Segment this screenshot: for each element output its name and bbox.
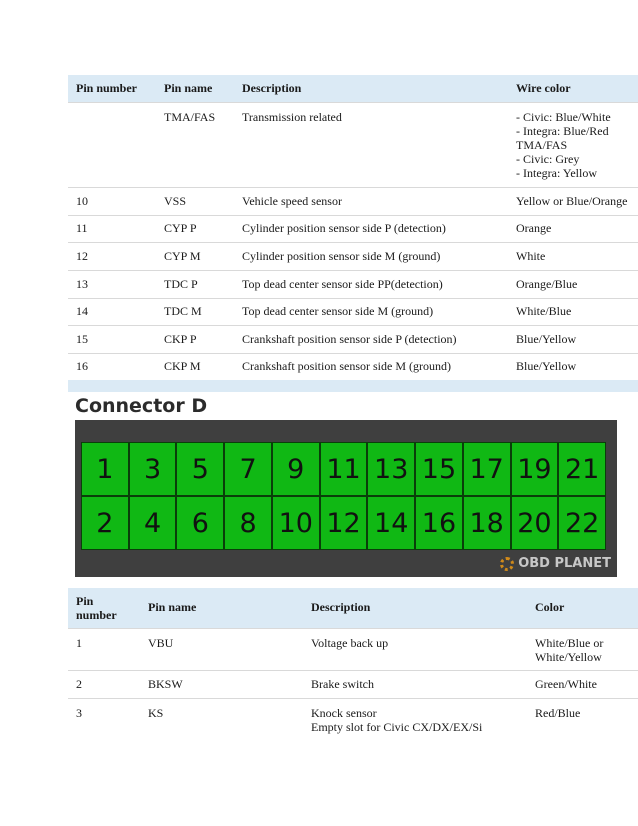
pin-cell: 7 (224, 442, 272, 496)
pin-cell: 10 (272, 496, 320, 550)
cell-pin-name: CYP M (156, 242, 234, 270)
cell-pin-number: 11 (68, 215, 156, 242)
pin-cell: 11 (320, 442, 368, 496)
table-row (68, 102, 638, 187)
cell-pin-name: VSS (156, 187, 234, 215)
pin-cell: 21 (558, 442, 606, 496)
cell-pin-number: 15 (68, 325, 156, 353)
cell-description: Transmission related (234, 102, 508, 187)
pin-cell: 8 (224, 496, 272, 550)
pin-cell: 6 (176, 496, 224, 550)
header-pin-number: Pin number (68, 75, 156, 102)
cell-pin-number: 12 (68, 242, 156, 270)
cell-color: Green/White (527, 670, 638, 698)
connector-pin-grid (81, 442, 606, 550)
cell-pin-number: 1 (68, 628, 140, 670)
cell-description: Brake switch (303, 670, 527, 698)
pin-cell: 22 (558, 496, 606, 550)
header-pin-name: Pin name (140, 588, 303, 628)
section-title: Connector D (75, 395, 208, 417)
pin-cell: 2 (81, 496, 129, 550)
cell-description: Cylinder position sensor side P (detection) (234, 215, 508, 242)
cell-color: White/Blue or White/Yellow (527, 628, 638, 670)
cell-pin-number: 10 (68, 187, 156, 215)
cell-pin-name: CKP P (156, 325, 234, 353)
table-header-row (68, 75, 638, 102)
gear-icon (500, 557, 514, 571)
cell-description: Crankshaft position sensor side M (ground) (234, 353, 508, 380)
pin-cell: 4 (129, 496, 177, 550)
cell-pin-name: TDC P (156, 270, 234, 298)
pin-table-2 (68, 588, 638, 740)
table-row (68, 215, 638, 242)
pin-cell: 17 (463, 442, 511, 496)
cell-wire-color: Yellow or Blue/Orange (508, 187, 638, 215)
table-row (68, 187, 638, 215)
cell-description: Cylinder position sensor side M (ground) (234, 242, 508, 270)
table-footer-band (68, 380, 638, 392)
pin-cell: 3 (129, 442, 177, 496)
cell-wire-color: White (508, 242, 638, 270)
cell-wire-color: Orange (508, 215, 638, 242)
table-row (68, 353, 638, 380)
cell-description: Top dead center sensor side PP(detection) (234, 270, 508, 298)
cell-pin-name: CYP P (156, 215, 234, 242)
cell-wire-color: Orange/Blue (508, 270, 638, 298)
cell-pin-number (68, 102, 156, 187)
watermark-text: OBD PLANET (518, 556, 611, 571)
table-row (68, 270, 638, 298)
pin-cell: 20 (511, 496, 559, 550)
header-pin-name: Pin name (156, 75, 234, 102)
cell-wire-color: Blue/Yellow (508, 353, 638, 380)
table-row (68, 670, 638, 698)
pin-cell: 14 (367, 496, 415, 550)
cell-description: Knock sensor Empty slot for Civic CX/DX/EX/Si (303, 698, 527, 740)
cell-wire-color: - Civic: Blue/White - Integra: Blue/Red TMA/FAS - Civic: Grey - Integra: Yellow (508, 102, 638, 187)
pin-cell: 18 (463, 496, 511, 550)
cell-color: Red/Blue (527, 698, 638, 740)
header-description: Description (234, 75, 508, 102)
cell-pin-number: 14 (68, 298, 156, 325)
cell-pin-number: 2 (68, 670, 140, 698)
pin-cell: 12 (320, 496, 368, 550)
watermark-logo (500, 556, 611, 571)
cell-description: Vehicle speed sensor (234, 187, 508, 215)
connector-diagram (75, 420, 617, 577)
table-row (68, 325, 638, 353)
header-color: Color (527, 588, 638, 628)
cell-pin-number: 16 (68, 353, 156, 380)
cell-pin-name: BKSW (140, 670, 303, 698)
pin-cell: 16 (415, 496, 463, 550)
pin-cell: 1 (81, 442, 129, 496)
header-description: Description (303, 588, 527, 628)
header-pin-number: Pin number (68, 588, 140, 628)
cell-description: Top dead center sensor side M (ground) (234, 298, 508, 325)
cell-wire-color: White/Blue (508, 298, 638, 325)
cell-pin-name: KS (140, 698, 303, 740)
table-row (68, 242, 638, 270)
header-wire-color: Wire color (508, 75, 638, 102)
pin-cell: 19 (511, 442, 559, 496)
pin-cell: 13 (367, 442, 415, 496)
cell-pin-name: VBU (140, 628, 303, 670)
cell-pin-number: 13 (68, 270, 156, 298)
pin-cell: 9 (272, 442, 320, 496)
table-header-row (68, 588, 638, 628)
table-row (68, 698, 638, 740)
pin-cell: 5 (176, 442, 224, 496)
cell-wire-color: Blue/Yellow (508, 325, 638, 353)
cell-pin-name: CKP M (156, 353, 234, 380)
cell-pin-number: 3 (68, 698, 140, 740)
cell-pin-name: TDC M (156, 298, 234, 325)
cell-pin-name: TMA/FAS (156, 102, 234, 187)
table-row (68, 628, 638, 670)
cell-description: Crankshaft position sensor side P (detection) (234, 325, 508, 353)
pin-table-1 (68, 75, 638, 380)
cell-description: Voltage back up (303, 628, 527, 670)
pin-cell: 15 (415, 442, 463, 496)
table-row (68, 298, 638, 325)
